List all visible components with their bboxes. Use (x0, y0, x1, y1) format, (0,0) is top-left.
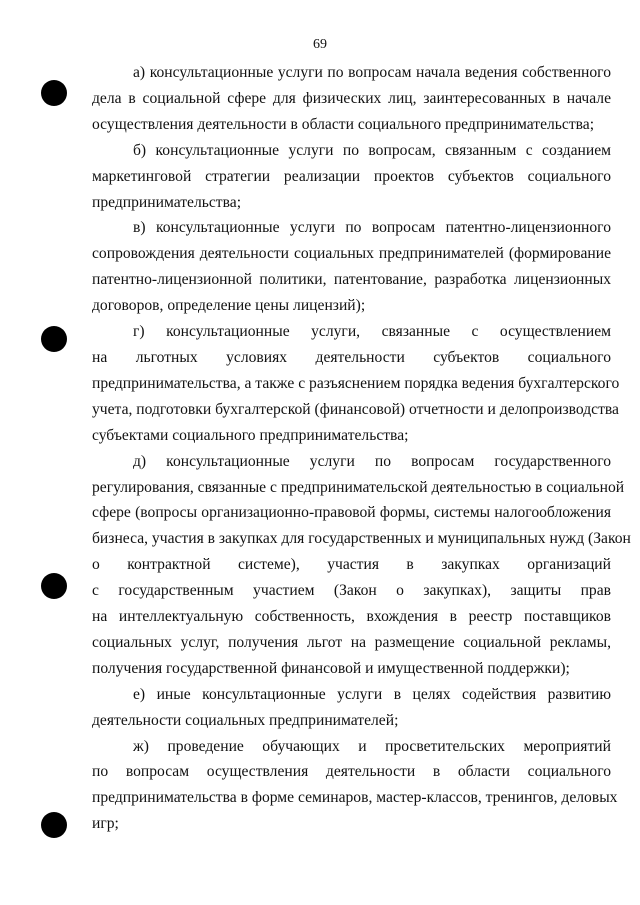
list-item (92, 60, 611, 138)
binder-hole-mark (41, 80, 67, 106)
list-item-line: сопровождения деятельности социальных предпринимателей (формирование (92, 245, 611, 263)
list-item (92, 319, 620, 449)
list-item-line: на интеллектуальную собственность, вхождения в реестр поставщиков (92, 608, 611, 626)
list-item-line: договоров, определение цены лицензий); (92, 297, 366, 315)
list-item (92, 734, 618, 838)
list-item-line: дела в социальной сфере для физических лиц, заинтересованных в начале (92, 89, 611, 107)
list-item-line: на льготных условиях деятельности субъектов социального (92, 348, 611, 366)
list-item-line: учета, подготовки бухгалтерской (финансовой) отчетности и делопроизводства (92, 400, 619, 418)
list-item-first-line: а) консультационные услуги по вопросам начала ведения собственного (133, 64, 611, 81)
list-item-line: предпринимательства в форме семинаров, мастер-классов, тренингов, деловых (92, 789, 618, 807)
list-item-line: сфере (вопросы организационно-правовой формы, системы налогообложения (92, 504, 611, 522)
list-item-line: бизнеса, участия в закупках для государственных и муниципальных нужд (Закон (92, 530, 631, 548)
binder-hole-mark (41, 573, 67, 599)
list-item-first-line: в) консультационные услуги по вопросам патентно-лицензионного (133, 219, 611, 237)
list-item-line: социальных услуг, получения льгот на размещение социальной рекламы, (92, 633, 611, 651)
list-item-line: игр; (92, 815, 119, 833)
binder-hole-mark (41, 812, 67, 838)
list-item-line: деятельности социальных предпринимателей; (92, 711, 399, 729)
list-item-line: маркетинговой стратегии реализации проектов субъектов социального (92, 167, 611, 185)
list-item-line: по вопросам осуществления деятельности в области социального (92, 763, 611, 781)
list-item-first-line: ж) проведение обучающих и просветительских мероприятий (133, 737, 611, 755)
document-body (92, 60, 631, 837)
page-number: 69 (313, 37, 327, 52)
list-item-first-line: е) иные консультационные услуги в целях содействия развитию (133, 685, 611, 703)
list-item-first-line: г) консультационные услуги, связанные с осуществлением (133, 323, 611, 341)
list-item-line: с государственным участием (Закон о закупках), защиты прав (92, 582, 611, 600)
list-item-line: получения государственной финансовой и имущественной поддержки); (92, 659, 570, 677)
list-item-line: регулирования, связанные с предпринимательской деятельностью в социальной (92, 478, 625, 496)
list-item (92, 682, 611, 734)
list-item (92, 215, 611, 319)
list-item-first-line: б) консультационные услуги по вопросам, связанным с созданием (133, 141, 611, 159)
binder-hole-mark (41, 326, 67, 352)
list-item-line: осуществления деятельности в области социального предпринимательства; (92, 115, 595, 133)
list-item-line: субъектами социального предпринимательства; (92, 426, 409, 444)
list-item (92, 449, 631, 682)
list-item-line: предпринимательства; (92, 193, 242, 211)
list-item-first-line: д) консультационные услуги по вопросам государственного (133, 452, 611, 470)
list-item-line: патентно-лицензионной политики, патентование, разработка лицензионных (92, 271, 611, 289)
list-item-line: предпринимательства, а также с разъяснением порядка ведения бухгалтерского (92, 374, 620, 392)
list-item (92, 138, 611, 216)
list-item-line: о контрактной системе), участия в закупках организаций (92, 556, 611, 574)
